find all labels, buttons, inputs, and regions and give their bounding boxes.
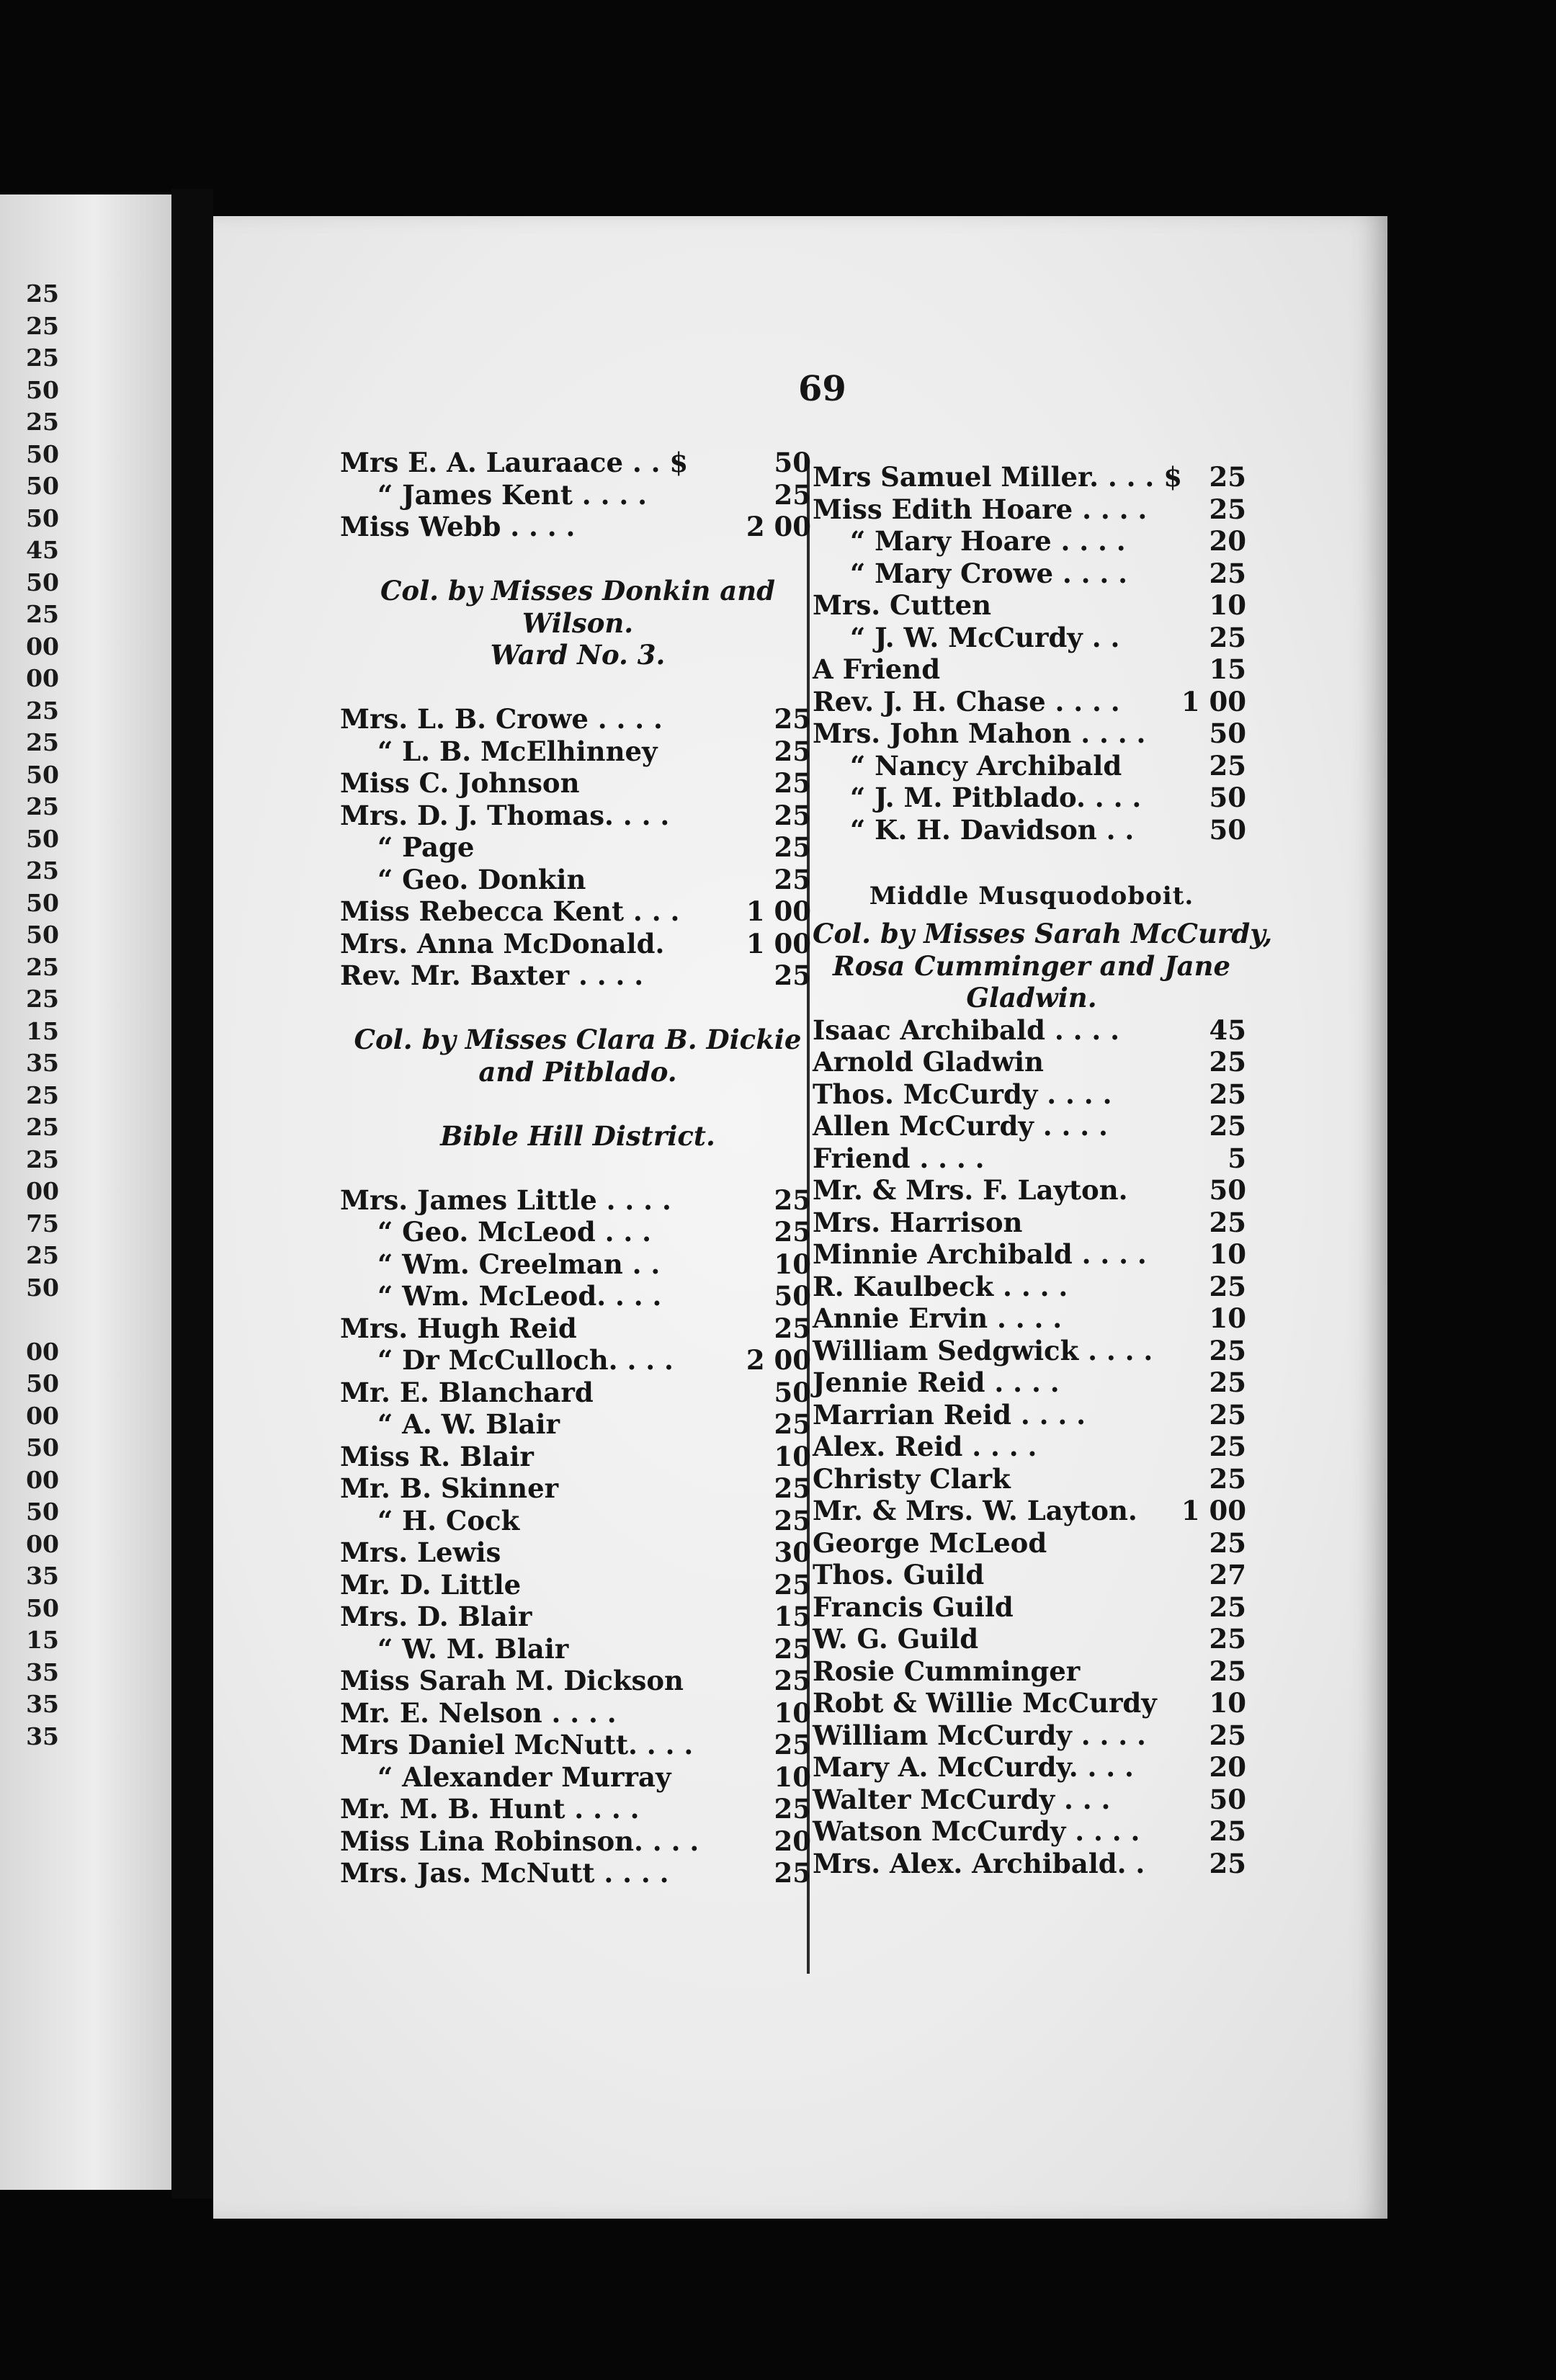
donation-amount: 50 <box>1209 1783 1246 1815</box>
donor-name: “ Page <box>377 831 475 863</box>
list-item <box>340 1312 815 1345</box>
list-item <box>340 864 815 896</box>
right-column <box>813 461 1273 1879</box>
donor-name: Francis Guild <box>813 1591 1014 1623</box>
list-item <box>813 1719 1251 1752</box>
facing-page-amount: 25 <box>26 408 59 436</box>
donor-name: Mr. D. Little <box>340 1568 522 1601</box>
list-item <box>340 1761 815 1794</box>
donation-amount: 27 <box>1209 1559 1246 1591</box>
facing-page-amount: 25 <box>26 952 59 981</box>
donor-name: Thos. McCurdy . . . . <box>813 1078 1112 1110</box>
list-item <box>340 1377 815 1409</box>
facing-page-amounts <box>3 278 59 1753</box>
donation-amount: 25 <box>774 831 811 863</box>
donor-name: “ Dr McCulloch. . . . <box>377 1344 674 1376</box>
donor-name: “ Geo. Donkin <box>377 863 586 895</box>
facing-page-amount: 50 <box>26 1433 59 1462</box>
facing-page-amount: 50 <box>26 1273 59 1302</box>
donation-amount: 10 <box>774 1248 811 1280</box>
donation-amount: 25 <box>774 1729 811 1761</box>
list-item <box>340 447 815 479</box>
donation-amount: 1 00 <box>1181 1495 1246 1526</box>
donation-amount: 50 <box>1209 1174 1246 1206</box>
facing-page-amount: 50 <box>26 472 59 500</box>
donation-amount: 25 <box>1209 493 1246 525</box>
list-item <box>340 1569 815 1601</box>
donation-amount: 25 <box>1209 1078 1246 1110</box>
facing-page-amount: 00 <box>26 664 59 692</box>
list-item <box>813 558 1251 590</box>
donation-amount: 25 <box>1209 1431 1246 1462</box>
donation-amount: 25 <box>1209 1334 1246 1366</box>
facing-page-amount: 35 <box>26 1658 59 1686</box>
list-item <box>813 1848 1251 1880</box>
list-item <box>813 1784 1251 1816</box>
donor-name: W. G. Guild <box>813 1623 979 1655</box>
facing-page-amount: 45 <box>26 536 59 564</box>
list-item <box>340 959 815 992</box>
donor-name: “ Alexander Murray <box>377 1761 671 1793</box>
section-heading: Bible Hill District. <box>440 1119 715 1152</box>
list-item <box>813 1046 1251 1078</box>
donation-amount: 1 00 <box>746 927 811 959</box>
list-item <box>813 1655 1251 1688</box>
donation-amount: 25 <box>1209 461 1246 493</box>
list-item <box>340 1216 815 1248</box>
list-item <box>813 1366 1251 1399</box>
facing-page-amount: 00 <box>26 1337 59 1366</box>
facing-page-amount: 50 <box>26 1498 59 1526</box>
section-heading: and Pitblado. <box>478 1055 677 1088</box>
donation-amount: 25 <box>1209 1462 1246 1495</box>
list-item <box>340 767 815 800</box>
facing-page-amount <box>3 1304 59 1336</box>
donation-amount: 25 <box>1209 621 1246 653</box>
donation-amount: 1 00 <box>1181 685 1246 717</box>
list-item <box>340 928 815 960</box>
facing-page-amount: 25 <box>26 1145 59 1173</box>
donor-name: Rev. Mr. Baxter . . . . <box>340 959 644 991</box>
facing-page-amount: 50 <box>26 824 59 853</box>
list-item <box>813 493 1251 526</box>
list-item <box>813 1014 1251 1047</box>
facing-page-amount: 00 <box>26 1401 59 1430</box>
donation-amount: 25 <box>774 863 811 895</box>
section-heading: Col. by Misses Clara B. Dickie <box>354 1024 802 1055</box>
donor-name: “ Wm. McLeod. . . . <box>377 1280 662 1312</box>
list-item <box>340 1344 815 1377</box>
donation-amount: 25 <box>1209 1847 1246 1879</box>
donation-amount: 25 <box>1209 557 1246 589</box>
section-heading: Col. by Misses Sarah McCurdy, <box>813 918 1273 949</box>
donor-name: “ K. H. Davidson . . <box>850 813 1135 846</box>
donor-name: “ A. W. Blair <box>377 1408 560 1440</box>
donor-name: Rosie Cumminger <box>813 1655 1081 1687</box>
facing-page-amount: 25 <box>26 1241 59 1269</box>
donation-amount: 20 <box>1209 1751 1246 1783</box>
list-item <box>813 653 1251 686</box>
donor-name: “ L. B. McElhinney <box>377 735 658 767</box>
spacer <box>340 671 815 704</box>
facing-page-amount: 15 <box>26 1626 59 1654</box>
donor-name: Mrs. Jas. McNutt . . . . <box>340 1857 669 1889</box>
facing-page-amount: 35 <box>26 1562 59 1590</box>
left-column <box>340 447 815 1889</box>
donation-amount: 25 <box>774 1408 811 1440</box>
facing-page-amount: 25 <box>26 856 59 885</box>
list-item <box>340 735 815 768</box>
list-item <box>340 1825 815 1858</box>
spacer <box>340 992 815 1024</box>
donor-name: R. Kaulbeck . . . . <box>813 1270 1068 1302</box>
list-item <box>340 1441 815 1473</box>
list-item <box>813 1142 1251 1175</box>
list-item <box>813 750 1251 782</box>
facing-page-amount: 00 <box>26 632 59 661</box>
facing-page-amount: 75 <box>26 1209 59 1238</box>
facing-page-amount: 35 <box>26 1690 59 1718</box>
donor-name: “ H. Cock <box>377 1504 520 1536</box>
list-item <box>813 1302 1251 1335</box>
spacer <box>340 1152 815 1184</box>
donation-amount: 25 <box>774 1504 811 1536</box>
donation-amount: 2 00 <box>746 511 811 542</box>
list-item <box>813 717 1251 750</box>
donation-amount: 10 <box>1209 1687 1246 1719</box>
facing-page-amount: 50 <box>26 504 59 532</box>
section-heading: Wilson. <box>522 607 634 639</box>
donor-name: “ Geo. McLeod . . . <box>377 1216 651 1248</box>
list-item <box>813 782 1251 814</box>
list-item <box>813 1207 1251 1239</box>
donation-amount: 25 <box>774 799 811 831</box>
list-item <box>340 1408 815 1441</box>
list-item <box>813 686 1251 718</box>
list-item <box>813 461 1251 493</box>
donor-name: Watson McCurdy . . . . <box>813 1815 1140 1847</box>
donation-amount: 50 <box>1209 813 1246 846</box>
facing-page-amount: 35 <box>26 1722 59 1750</box>
donation-amount: 50 <box>774 1376 811 1408</box>
donation-amount: 30 <box>774 1536 811 1568</box>
facing-page-amount: 50 <box>26 1369 59 1397</box>
facing-page-amount: 50 <box>26 439 59 468</box>
spacer <box>340 543 815 576</box>
donation-amount: 25 <box>1209 749 1246 782</box>
facing-page-amount: 00 <box>26 1177 59 1205</box>
donor-name: Mr. E. Nelson . . . . <box>340 1696 617 1729</box>
list-item <box>813 589 1251 622</box>
donor-name: “ W. M. Blair <box>377 1632 569 1665</box>
donor-name: Mr. & Mrs. W. Layton. <box>813 1495 1137 1526</box>
list-item <box>340 831 815 864</box>
donor-name: William Sedgwick . . . . <box>813 1334 1153 1366</box>
district-heading: Middle Musquodoboit. <box>869 882 1194 911</box>
list-item <box>813 1815 1251 1848</box>
donor-name: “ Nancy Archibald <box>850 749 1122 782</box>
list-item <box>813 1335 1251 1367</box>
list-item <box>813 1431 1251 1463</box>
list-item <box>340 1505 815 1537</box>
donation-amount: 25 <box>1209 1815 1246 1847</box>
book-gutter <box>171 189 213 2198</box>
donor-name: Isaac Archibald . . . . <box>813 1014 1120 1046</box>
donor-name: “ Mary Crowe . . . . <box>850 557 1128 589</box>
list-item <box>813 1623 1251 1655</box>
donor-name: George McLeod <box>813 1526 1047 1559</box>
donor-name: Allen McCurdy . . . . <box>813 1110 1108 1142</box>
donation-amount: 25 <box>774 1568 811 1601</box>
donation-amount: 25 <box>774 1665 811 1696</box>
facing-page-amount: 25 <box>26 600 59 628</box>
donation-amount: 15 <box>774 1601 811 1632</box>
donation-amount: 25 <box>774 1184 811 1216</box>
page-number: 69 <box>798 369 846 409</box>
donor-name: Mr. M. B. Hunt . . . . <box>340 1793 640 1825</box>
facing-page-amount: 25 <box>26 792 59 820</box>
list-item <box>813 1591 1251 1624</box>
donor-name: Annie Ervin . . . . <box>813 1302 1063 1334</box>
donor-name: Mrs Samuel Miller. . . . $ <box>813 461 1182 493</box>
donation-amount: 25 <box>1209 1046 1246 1078</box>
donor-name: Miss R. Blair <box>340 1440 534 1472</box>
donation-amount: 20 <box>1209 525 1246 557</box>
donation-amount: 25 <box>1209 1719 1246 1751</box>
donation-amount: 45 <box>1209 1014 1246 1046</box>
list-item <box>340 1793 815 1825</box>
list-item <box>340 1184 815 1217</box>
donation-amount: 1 00 <box>746 895 811 927</box>
donor-name: Marrian Reid . . . . <box>813 1398 1086 1431</box>
list-item <box>340 479 815 511</box>
facing-page-amount: 35 <box>26 1049 59 1077</box>
facing-page-amount: 50 <box>26 568 59 596</box>
donation-amount: 25 <box>1209 1206 1246 1238</box>
donor-name: Mr. & Mrs. F. Layton. <box>813 1174 1128 1206</box>
donation-amount: 25 <box>774 703 811 735</box>
donor-name: Friend . . . . <box>813 1142 985 1174</box>
donation-amount: 25 <box>1209 1270 1246 1302</box>
donor-name: Arnold Gladwin <box>813 1046 1044 1078</box>
donation-amount: 25 <box>1209 1655 1246 1687</box>
facing-page-amount: 00 <box>26 1529 59 1558</box>
donation-amount: 50 <box>1209 782 1246 813</box>
facing-page-amount: 25 <box>26 1113 59 1141</box>
donation-amount: 25 <box>774 1312 811 1344</box>
donor-name: Alex. Reid . . . . <box>813 1431 1037 1462</box>
list-item <box>340 895 815 928</box>
list-item <box>813 1527 1251 1560</box>
donation-amount: 25 <box>774 1216 811 1248</box>
facing-page-amount: 25 <box>26 311 59 340</box>
facing-page-amount: 25 <box>26 1081 59 1109</box>
donor-name: Mrs. James Little . . . . <box>340 1184 671 1216</box>
donor-name: Mr. E. Blanchard <box>340 1376 594 1408</box>
list-item <box>813 1238 1251 1271</box>
donor-name: Miss Sarah M. Dickson <box>340 1665 684 1696</box>
facing-page-amount: 50 <box>26 760 59 789</box>
donor-name: Mrs. Cutten <box>813 589 992 621</box>
donor-name: Mary A. McCurdy. . . . <box>813 1751 1134 1783</box>
donor-name: “ James Kent . . . . <box>377 478 647 511</box>
donor-name: Walter McCurdy . . . <box>813 1783 1111 1815</box>
donation-amount: 25 <box>774 478 811 511</box>
list-item <box>340 1857 815 1889</box>
donation-amount: 25 <box>1209 1591 1246 1623</box>
facing-page-amount: 15 <box>26 1016 59 1045</box>
donation-amount: 5 <box>1228 1142 1246 1174</box>
list-item <box>340 1633 815 1665</box>
list-item <box>813 1110 1251 1142</box>
donor-name: Mrs. Hugh Reid <box>340 1312 577 1344</box>
donation-amount: 25 <box>1209 1398 1246 1431</box>
donation-amount: 10 <box>1209 1302 1246 1334</box>
donor-name: Mrs. L. B. Crowe . . . . <box>340 703 663 735</box>
donor-name: Miss Rebecca Kent . . . <box>340 895 680 927</box>
donation-amount: 25 <box>774 1472 811 1504</box>
donor-name: Jennie Reid . . . . <box>813 1366 1060 1398</box>
donor-name: Mr. B. Skinner <box>340 1472 559 1504</box>
donor-name: Robt & Willie McCurdy <box>813 1687 1157 1719</box>
facing-page-amount: 25 <box>26 279 59 308</box>
donation-amount: 25 <box>774 767 811 799</box>
facing-page-amount: 25 <box>26 985 59 1013</box>
donor-name: “ J. W. McCurdy . . <box>850 621 1120 653</box>
donor-name: Rev. J. H. Chase . . . . <box>813 685 1120 717</box>
facing-page-amount: 50 <box>26 888 59 917</box>
donation-amount: 10 <box>774 1696 811 1729</box>
list-item <box>340 800 815 832</box>
donation-amount: 2 00 <box>746 1344 811 1376</box>
donor-name: Thos. Guild <box>813 1559 985 1591</box>
list-item <box>813 622 1251 654</box>
donation-amount: 25 <box>774 735 811 767</box>
donation-amount: 10 <box>1209 1238 1246 1270</box>
facing-page-amount: 50 <box>26 921 59 949</box>
list-item <box>340 1280 815 1312</box>
facing-page-amount: 25 <box>26 344 59 372</box>
donor-name: William McCurdy . . . . <box>813 1719 1146 1751</box>
list-item <box>340 703 815 735</box>
list-item <box>813 1559 1251 1591</box>
donation-amount: 25 <box>1209 1366 1246 1398</box>
donation-amount: 25 <box>1209 1110 1246 1142</box>
donor-name: Mrs. D. Blair <box>340 1601 532 1632</box>
donor-name: Miss Edith Hoare . . . . <box>813 493 1148 525</box>
section-heading: Col. by Misses Donkin and <box>380 575 775 607</box>
list-item <box>813 1399 1251 1431</box>
facing-page-amount: 25 <box>26 728 59 756</box>
list-item <box>340 511 815 543</box>
facing-page-amount: 50 <box>26 1593 59 1622</box>
donation-amount: 25 <box>774 1632 811 1665</box>
donor-name: Mrs. Anna McDonald. <box>340 927 665 959</box>
donor-name: “ Mary Hoare . . . . <box>850 525 1126 557</box>
donor-name: Mrs. D. J. Thomas. . . . <box>340 799 670 831</box>
donor-name: Christy Clark <box>813 1462 1011 1495</box>
donor-name: Mrs. Alex. Archibald. . <box>813 1847 1145 1879</box>
donor-name: Mrs. John Mahon . . . . <box>813 717 1146 749</box>
donation-amount: 50 <box>774 447 811 478</box>
donor-name: A Friend <box>813 653 941 685</box>
spacer <box>340 1088 815 1120</box>
donation-amount: 25 <box>1209 1623 1246 1655</box>
list-item <box>813 1174 1251 1207</box>
list-item <box>813 1495 1251 1527</box>
list-item <box>340 1472 815 1505</box>
donation-amount: 50 <box>1209 717 1246 749</box>
donor-name: Miss C. Johnson <box>340 767 580 799</box>
list-item <box>813 1751 1251 1784</box>
section-heading: Rosa Cumminger and Jane <box>832 949 1231 982</box>
list-item <box>340 1729 815 1761</box>
donation-amount: 25 <box>774 1793 811 1825</box>
donor-name: Mrs. Harrison <box>813 1206 1023 1238</box>
donation-amount: 10 <box>774 1440 811 1472</box>
facing-page-amount: 50 <box>26 375 59 404</box>
list-item <box>340 1601 815 1633</box>
list-item <box>813 525 1251 558</box>
list-item <box>813 1078 1251 1111</box>
list-item <box>813 1463 1251 1495</box>
donor-name: Miss Webb . . . . <box>340 511 576 542</box>
donation-amount: 15 <box>1209 653 1246 685</box>
donor-name: “ J. M. Pitblado. . . . <box>850 782 1142 813</box>
list-item <box>340 1665 815 1697</box>
donation-amount: 25 <box>774 959 811 991</box>
section-heading: Ward No. 3. <box>490 639 666 671</box>
list-item <box>813 1271 1251 1303</box>
list-item <box>813 1687 1251 1719</box>
donation-amount: 25 <box>774 1857 811 1889</box>
donation-amount: 25 <box>1209 1526 1246 1559</box>
list-item <box>340 1536 815 1569</box>
donor-name: Mrs E. A. Lauraace . . $ <box>340 447 689 478</box>
donor-name: Minnie Archibald . . . . <box>813 1238 1147 1270</box>
donor-name: “ Wm. Creelman . . <box>377 1248 661 1280</box>
list-item <box>340 1248 815 1281</box>
donor-name: Miss Lina Robinson. . . . <box>340 1825 699 1857</box>
donor-name: Mrs Daniel McNutt. . . . <box>340 1729 694 1761</box>
donation-amount: 10 <box>774 1761 811 1793</box>
donation-amount: 50 <box>774 1280 811 1312</box>
list-item <box>340 1697 815 1730</box>
section-heading: Gladwin. <box>966 982 1097 1014</box>
list-item <box>813 814 1251 846</box>
donation-amount: 10 <box>1209 589 1246 621</box>
donation-amount: 20 <box>774 1825 811 1857</box>
donor-name: Mrs. Lewis <box>340 1536 501 1568</box>
facing-page-amount: 00 <box>26 1465 59 1494</box>
facing-page-amount: 25 <box>26 696 59 725</box>
